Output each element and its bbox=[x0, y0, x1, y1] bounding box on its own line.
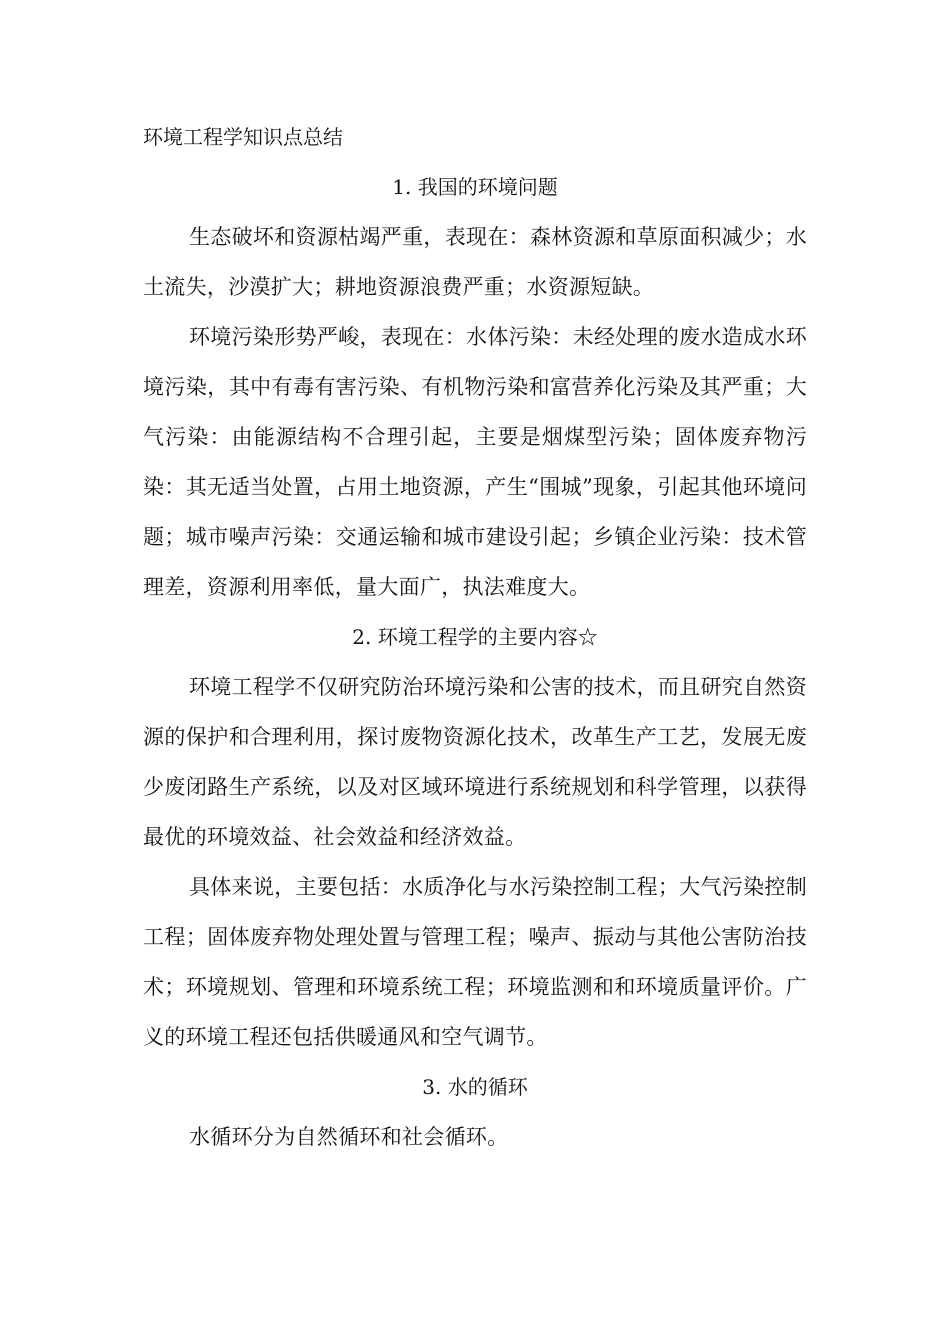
section-heading-2: 2. 环境工程学的主要内容☆ bbox=[352, 625, 598, 649]
document-body bbox=[143, 112, 807, 1162]
section-heading-1: 1. 我国的环境问题 bbox=[392, 175, 558, 199]
section-3-paragraph-1: 水循环分为自然循环和社会循环。 bbox=[189, 1125, 509, 1149]
section-2-paragraph-1: 环境工程学不仅研究防治环境污染和公害的技术，而且研究自然资源的保护和合理利用，探讨废物资源化技术，改革生产工艺，发展无废少废闭路生产系统，以及对区域环境进行系统规划和科学管理，以获得最优的环境效益、社会效益和经济效益。 bbox=[143, 675, 807, 849]
section-1-paragraph-1: 生态破坏和资源枯竭严重，表现在：森林资源和草原面积减少；水土流失，沙漠扩大；耕地资源浪费严重；水资源短缺。 bbox=[143, 225, 807, 299]
section-2-paragraph-2: 具体来说，主要包括：水质净化与水污染控制工程；大气污染控制工程；固体废弃物处理处置与管理工程；噪声、振动与其他公害防治技术；环境规划、管理和环境系统工程；环境监测和和环境质量评价。广义的环境工程还包括供暖通风和空气调节。 bbox=[143, 875, 807, 1049]
section-heading-3: 3. 水的循环 bbox=[422, 1075, 528, 1099]
document-title: 环境工程学知识点总结 bbox=[143, 125, 343, 149]
section-1-paragraph-2: 环境污染形势严峻，表现在：水体污染：未经处理的废水造成水环境污染，其中有毒有害污染、有机物污染和富营养化污染及其严重；大气污染：由能源结构不合理引起，主要是烟煤型污染；固体废弃物污染：其无适当处置，占用土地资源，产生“围城”现象，引起其他环境问题；城市噪声污染：交通运输和城市建设引起；乡镇企业污染：技术管理差，资源利用率低，量大面广，执法难度大。 bbox=[143, 325, 807, 599]
